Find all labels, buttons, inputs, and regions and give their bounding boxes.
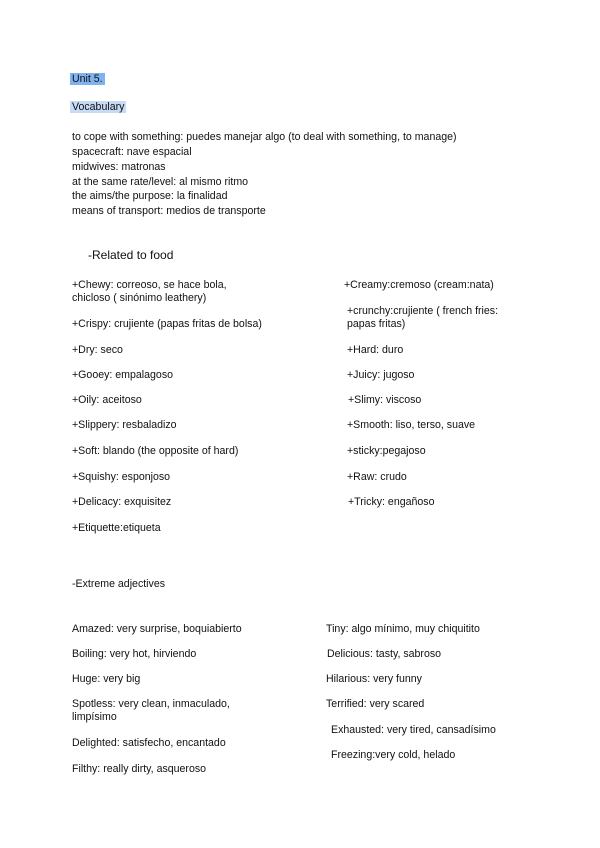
vocab-line: means of transport: medios de transporte — [72, 205, 266, 217]
extreme-item: Filthy: really dirty, asqueroso — [72, 763, 207, 775]
food-item: +Slippery: resbaladizo — [72, 419, 177, 431]
extreme-item: Delicious: tasty, sabroso — [327, 648, 442, 660]
food-item: +Smooth: liso, terso, suave — [347, 419, 476, 431]
extreme-item: Freezing:very cold, helado — [331, 749, 456, 761]
food-item: +Gooey: empalagoso — [72, 369, 174, 381]
food-item: +Raw: crudo — [347, 471, 407, 483]
food-item: +Juicy: jugoso — [347, 369, 415, 381]
unit-title: Unit 5. — [72, 73, 103, 85]
food-item: +sticky:pegajoso — [347, 445, 426, 457]
extreme-item: Terrified: very scared — [326, 698, 425, 710]
food-item: +Oily: aceitoso — [72, 394, 142, 406]
vocab-line: at the same rate/level: al mismo ritmo — [72, 176, 249, 188]
extreme-item: Tiny: algo mínimo, muy chiquitito — [326, 623, 480, 635]
vocab-line: the aims/the purpose: la finalidad — [72, 190, 228, 202]
food-item: chicloso ( sinónimo leathery) — [72, 292, 207, 304]
food-item: +Delicacy: exquisitez — [72, 496, 172, 508]
food-item: +Creamy:cremoso (cream:nata) — [344, 279, 494, 291]
food-item: +Etiquette:etiqueta — [72, 522, 161, 534]
vocab-line: midwives: matronas — [72, 161, 166, 173]
extreme-item: Exhausted: very tired, cansadísimo — [331, 724, 496, 736]
vocabulary-heading: Vocabulary — [72, 101, 125, 113]
food-item: +Dry: seco — [72, 344, 123, 356]
food-item: +Squishy: esponjoso — [72, 471, 171, 483]
food-item: +crunchy:crujiente ( french fries: — [347, 305, 499, 317]
extreme-item: Delighted: satisfecho, encantado — [72, 737, 226, 749]
extreme-item: limpísimo — [72, 711, 117, 723]
extreme-item: Amazed: very surprise, boquiabierto — [72, 623, 242, 635]
food-item: papas fritas) — [347, 318, 406, 330]
extreme-item: Spotless: very clean, inmaculado, — [72, 698, 230, 710]
food-item: +Slimy: viscoso — [348, 394, 422, 406]
extreme-item: Hilarious: very funny — [326, 673, 422, 685]
food-item: +Crispy: crujiente (papas fritas de bolsa) — [72, 318, 262, 330]
food-heading: -Related to food — [88, 248, 174, 262]
extreme-item: Huge: very big — [72, 673, 141, 685]
vocab-line: to cope with something: puedes manejar algo (to deal with something, to manage) — [72, 131, 457, 143]
food-item: +Soft: blando (the opposite of hard) — [72, 445, 239, 457]
food-item: +Tricky: engañoso — [348, 496, 435, 508]
extreme-heading: -Extreme adjectives — [72, 578, 166, 590]
extreme-item: Boiling: very hot, hirviendo — [72, 648, 197, 660]
vocab-line: spacecraft: nave espacial — [72, 146, 192, 158]
food-item: +Hard: duro — [347, 344, 404, 356]
food-item: +Chewy: correoso, se hace bola, — [72, 279, 227, 291]
